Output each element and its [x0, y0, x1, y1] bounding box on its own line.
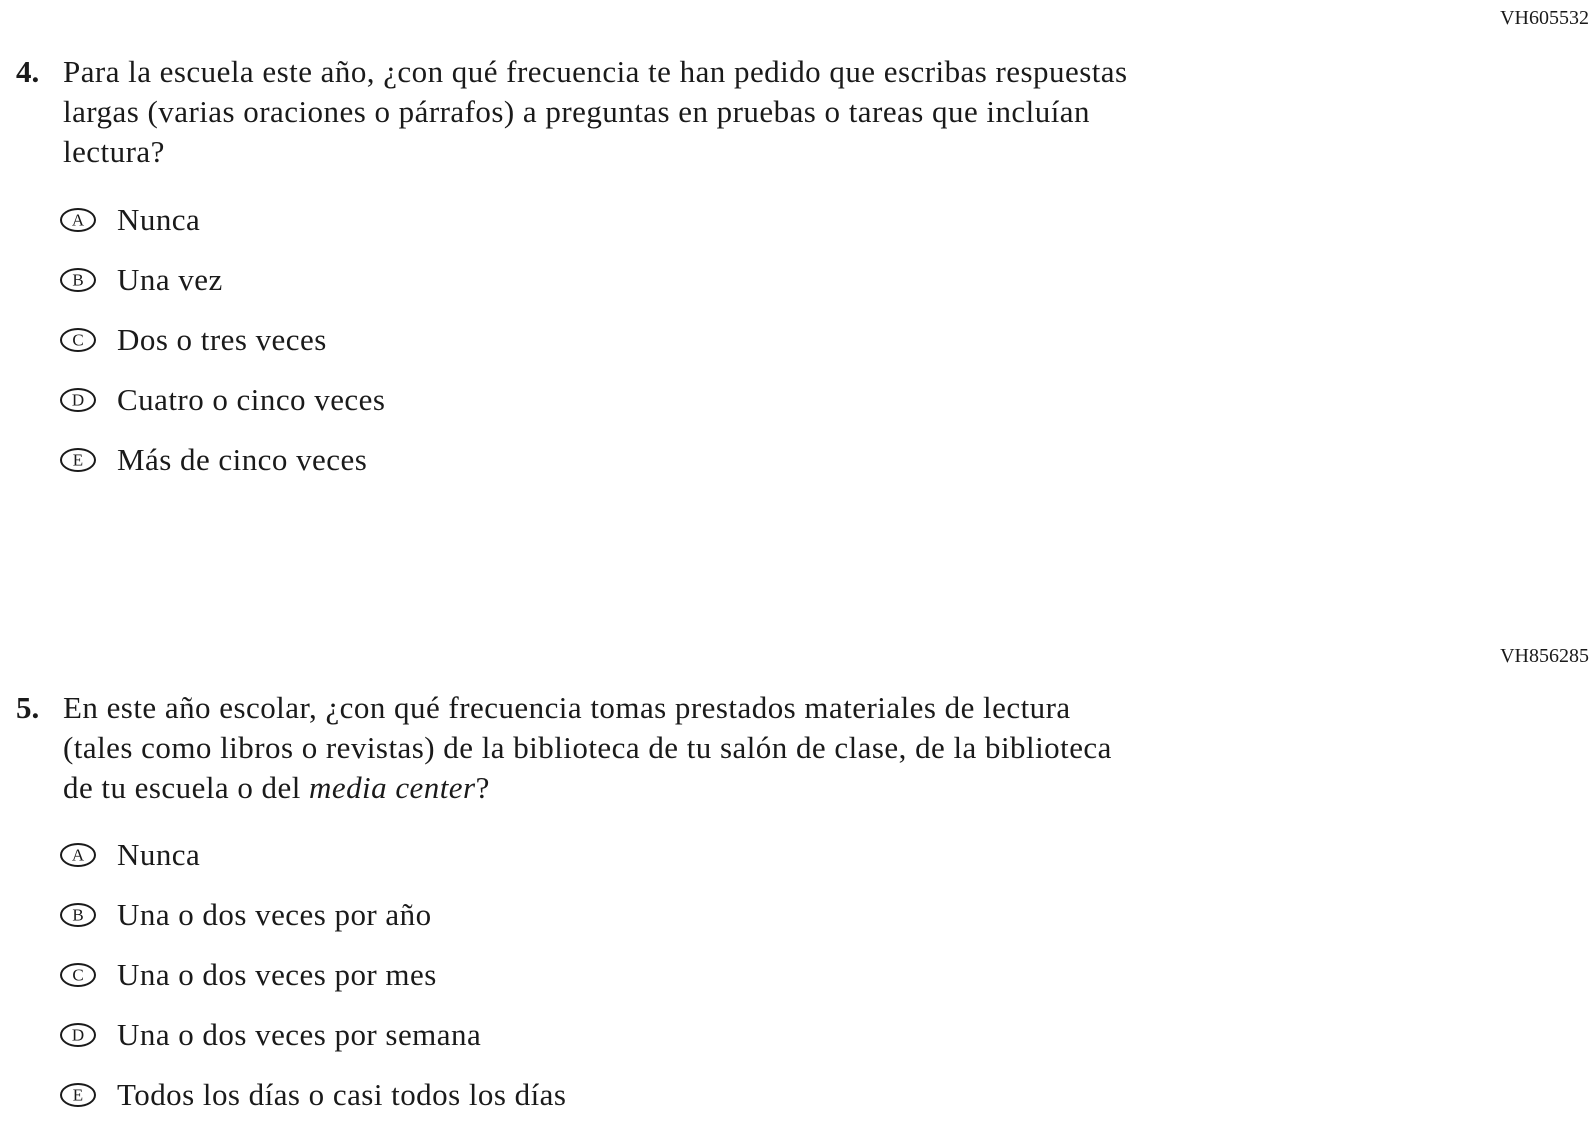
item-code-q5: VH856285	[1500, 645, 1589, 667]
option-letter: E	[72, 450, 84, 469]
question-text-suffix: ?	[475, 770, 490, 805]
option-label: Una o dos veces por semana	[117, 1017, 482, 1052]
option-letter: A	[71, 845, 85, 864]
answer-bubble-e-icon[interactable]	[60, 448, 96, 472]
question-number: 4.	[16, 54, 40, 89]
option-label: Dos o tres veces	[117, 322, 327, 357]
option-letter: E	[72, 1085, 84, 1104]
question-text-italic: media center	[309, 770, 476, 805]
option-row-b[interactable]	[60, 250, 385, 310]
question-text	[63, 688, 1112, 808]
option-row-d[interactable]	[60, 1005, 566, 1065]
question-5	[16, 688, 1112, 808]
option-row-e[interactable]	[60, 430, 385, 490]
option-letter: D	[71, 390, 85, 409]
answer-bubble-c-icon[interactable]	[60, 963, 96, 987]
item-code-q4: VH605532	[1500, 7, 1589, 29]
question-text-prefix: de tu escuela o del	[63, 770, 310, 805]
option-label: Más de cinco veces	[117, 442, 368, 477]
answer-bubble-a-icon[interactable]	[60, 843, 96, 867]
option-row-c[interactable]	[60, 945, 566, 1005]
answer-bubble-d-icon[interactable]	[60, 388, 96, 412]
question-number: 5.	[16, 690, 40, 725]
option-label: Nunca	[117, 837, 201, 872]
option-label: Todos los días o casi todos los días	[117, 1077, 567, 1112]
answer-bubble-d-icon[interactable]	[60, 1023, 96, 1047]
answer-bubble-b-icon[interactable]	[60, 268, 96, 292]
question-text-line: largas (varias oraciones o párrafos) a preguntas en pruebas o tareas que incluían	[63, 94, 1090, 129]
question-text	[63, 52, 1128, 172]
option-row-a[interactable]	[60, 190, 385, 250]
option-letter: B	[72, 270, 84, 289]
question-text-line: Para la escuela este año, ¿con qué frecuencia te han pedido que escribas respuestas	[63, 54, 1128, 89]
option-label: Una vez	[117, 262, 223, 297]
option-row-a[interactable]	[60, 825, 566, 885]
option-label: Nunca	[117, 202, 201, 237]
question-4	[16, 52, 1128, 172]
option-letter: A	[71, 210, 85, 229]
option-letter: D	[71, 1025, 85, 1044]
option-label: Una o dos veces por año	[117, 897, 432, 932]
option-label: Cuatro o cinco veces	[117, 382, 386, 417]
answer-bubble-e-icon[interactable]	[60, 1083, 96, 1107]
question-text-line: lectura?	[63, 134, 165, 169]
option-row-e[interactable]	[60, 1065, 566, 1125]
option-letter: C	[72, 330, 84, 349]
option-label: Una o dos veces por mes	[117, 957, 437, 992]
options-q4	[60, 190, 385, 490]
option-row-b[interactable]	[60, 885, 566, 945]
answer-bubble-b-icon[interactable]	[60, 903, 96, 927]
question-text-line	[63, 768, 1112, 808]
option-letter: B	[72, 905, 84, 924]
answer-bubble-a-icon[interactable]	[60, 208, 96, 232]
option-row-d[interactable]	[60, 370, 385, 430]
answer-bubble-c-icon[interactable]	[60, 328, 96, 352]
question-text-line: En este año escolar, ¿con qué frecuencia tomas prestados materiales de lectura	[63, 690, 1071, 725]
option-letter: C	[72, 965, 84, 984]
option-row-c[interactable]	[60, 310, 385, 370]
question-text-line: (tales como libros o revistas) de la biblioteca de tu salón de clase, de la biblioteca	[63, 730, 1112, 765]
options-q5	[60, 825, 566, 1125]
